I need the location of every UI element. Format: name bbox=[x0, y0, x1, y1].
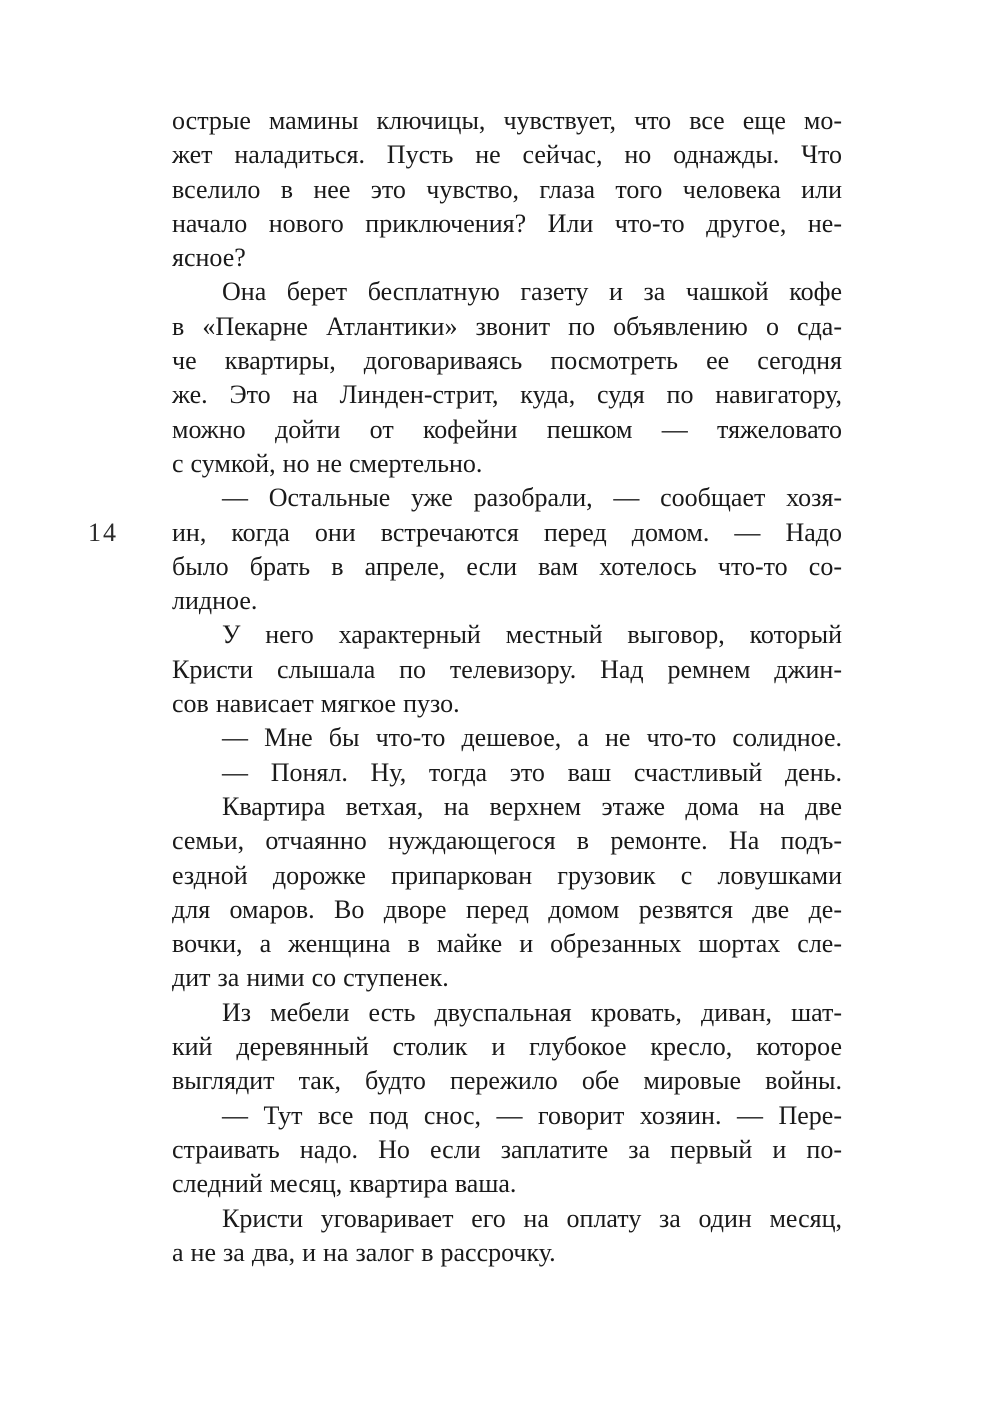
text-line: ин, когда они встречаются перед домом. — Надо bbox=[172, 517, 842, 547]
text-line: с сумкой, но не смертельно. bbox=[172, 448, 483, 478]
text-line: для омаров. Во дворе перед домом резвятся две де- bbox=[172, 894, 842, 924]
text-line: семьи, отчаянно нуждающегося в ремонте. На подъ- bbox=[172, 826, 842, 856]
text-line: Кристи уговаривает его на оплату за один месяц, bbox=[222, 1203, 842, 1233]
text-line: Квартира ветхая, на верхнем этаже дома на две bbox=[222, 791, 842, 821]
text-line: — Тут все под снос, — говорит хозяин. — Пере- bbox=[222, 1100, 842, 1130]
paragraph bbox=[172, 618, 842, 721]
paragraph bbox=[172, 1099, 842, 1202]
page-number: 14 bbox=[88, 518, 118, 547]
text-line: начало нового приключения? Или что-то другое, не- bbox=[172, 208, 842, 238]
text-line: было брать в апреле, если вам хотелось что-то со- bbox=[172, 551, 842, 581]
text-line: Кристи слышала по телевизору. Над ремнем джин- bbox=[172, 654, 842, 684]
text-line: вселило в нее это чувство, глаза того человека или bbox=[172, 174, 842, 204]
text-block bbox=[172, 104, 842, 1270]
text-line: сов нависает мягкое пузо. bbox=[172, 689, 460, 719]
text-line: вочки, а женщина в майке и обрезанных шортах сле- bbox=[172, 929, 842, 959]
text-line: ясное? bbox=[172, 243, 246, 273]
text-line: Она берет бесплатную газету и за чашкой кофе bbox=[222, 277, 842, 307]
text-line: Из мебели есть двуспальная кровать, диван, шат- bbox=[222, 997, 842, 1027]
text-line: жет наладиться. Пусть не сейчас, но однажды. Что bbox=[172, 140, 842, 170]
text-line: кий деревянный столик и глубокое кресло, которое bbox=[172, 1032, 842, 1062]
paragraph bbox=[172, 481, 842, 618]
paragraph bbox=[172, 790, 842, 996]
text-line: острые мамины ключицы, чувствует, что все еще мо- bbox=[172, 106, 842, 135]
text-line: ездной дорожке припаркован грузовик с ловушками bbox=[172, 860, 842, 890]
text-line: в «Пекарне Атлантики» звонит по объявлению о сда- bbox=[172, 311, 842, 341]
text-line: лидное. bbox=[172, 586, 258, 616]
text-line: следний месяц, квартира ваша. bbox=[172, 1169, 517, 1199]
text-line: можно дойти от кофейни пешком — тяжеловато bbox=[172, 414, 842, 444]
paragraph bbox=[172, 104, 842, 275]
text-line: — Понял. Ну, тогда это ваш счастливый день. bbox=[222, 757, 842, 787]
text-line: че квартиры, договариваясь посмотреть ее сегодня bbox=[172, 346, 842, 376]
text-line: а не за два, и на залог в рассрочку. bbox=[172, 1237, 556, 1267]
paragraph bbox=[172, 275, 842, 481]
text-line: выглядит так, будто пережило обе мировые войны. bbox=[172, 1066, 842, 1096]
text-line: же. Это на Линден-стрит, куда, судя по навигатору, bbox=[172, 380, 842, 410]
text-line: — Мне бы что-то дешевое, а не что-то солидное. bbox=[222, 723, 842, 753]
text-line: страивать надо. Но если заплатите за первый и по- bbox=[172, 1134, 842, 1164]
paragraph bbox=[172, 756, 842, 790]
text-line: дит за ними со ступенек. bbox=[172, 963, 449, 993]
paragraph bbox=[172, 1202, 842, 1271]
paragraph bbox=[172, 721, 842, 755]
text-line: — Остальные уже разобрали, — сообщает хозя- bbox=[222, 483, 842, 513]
text-line: У него характерный местный выговор, который bbox=[222, 620, 842, 650]
paragraph bbox=[172, 996, 842, 1099]
